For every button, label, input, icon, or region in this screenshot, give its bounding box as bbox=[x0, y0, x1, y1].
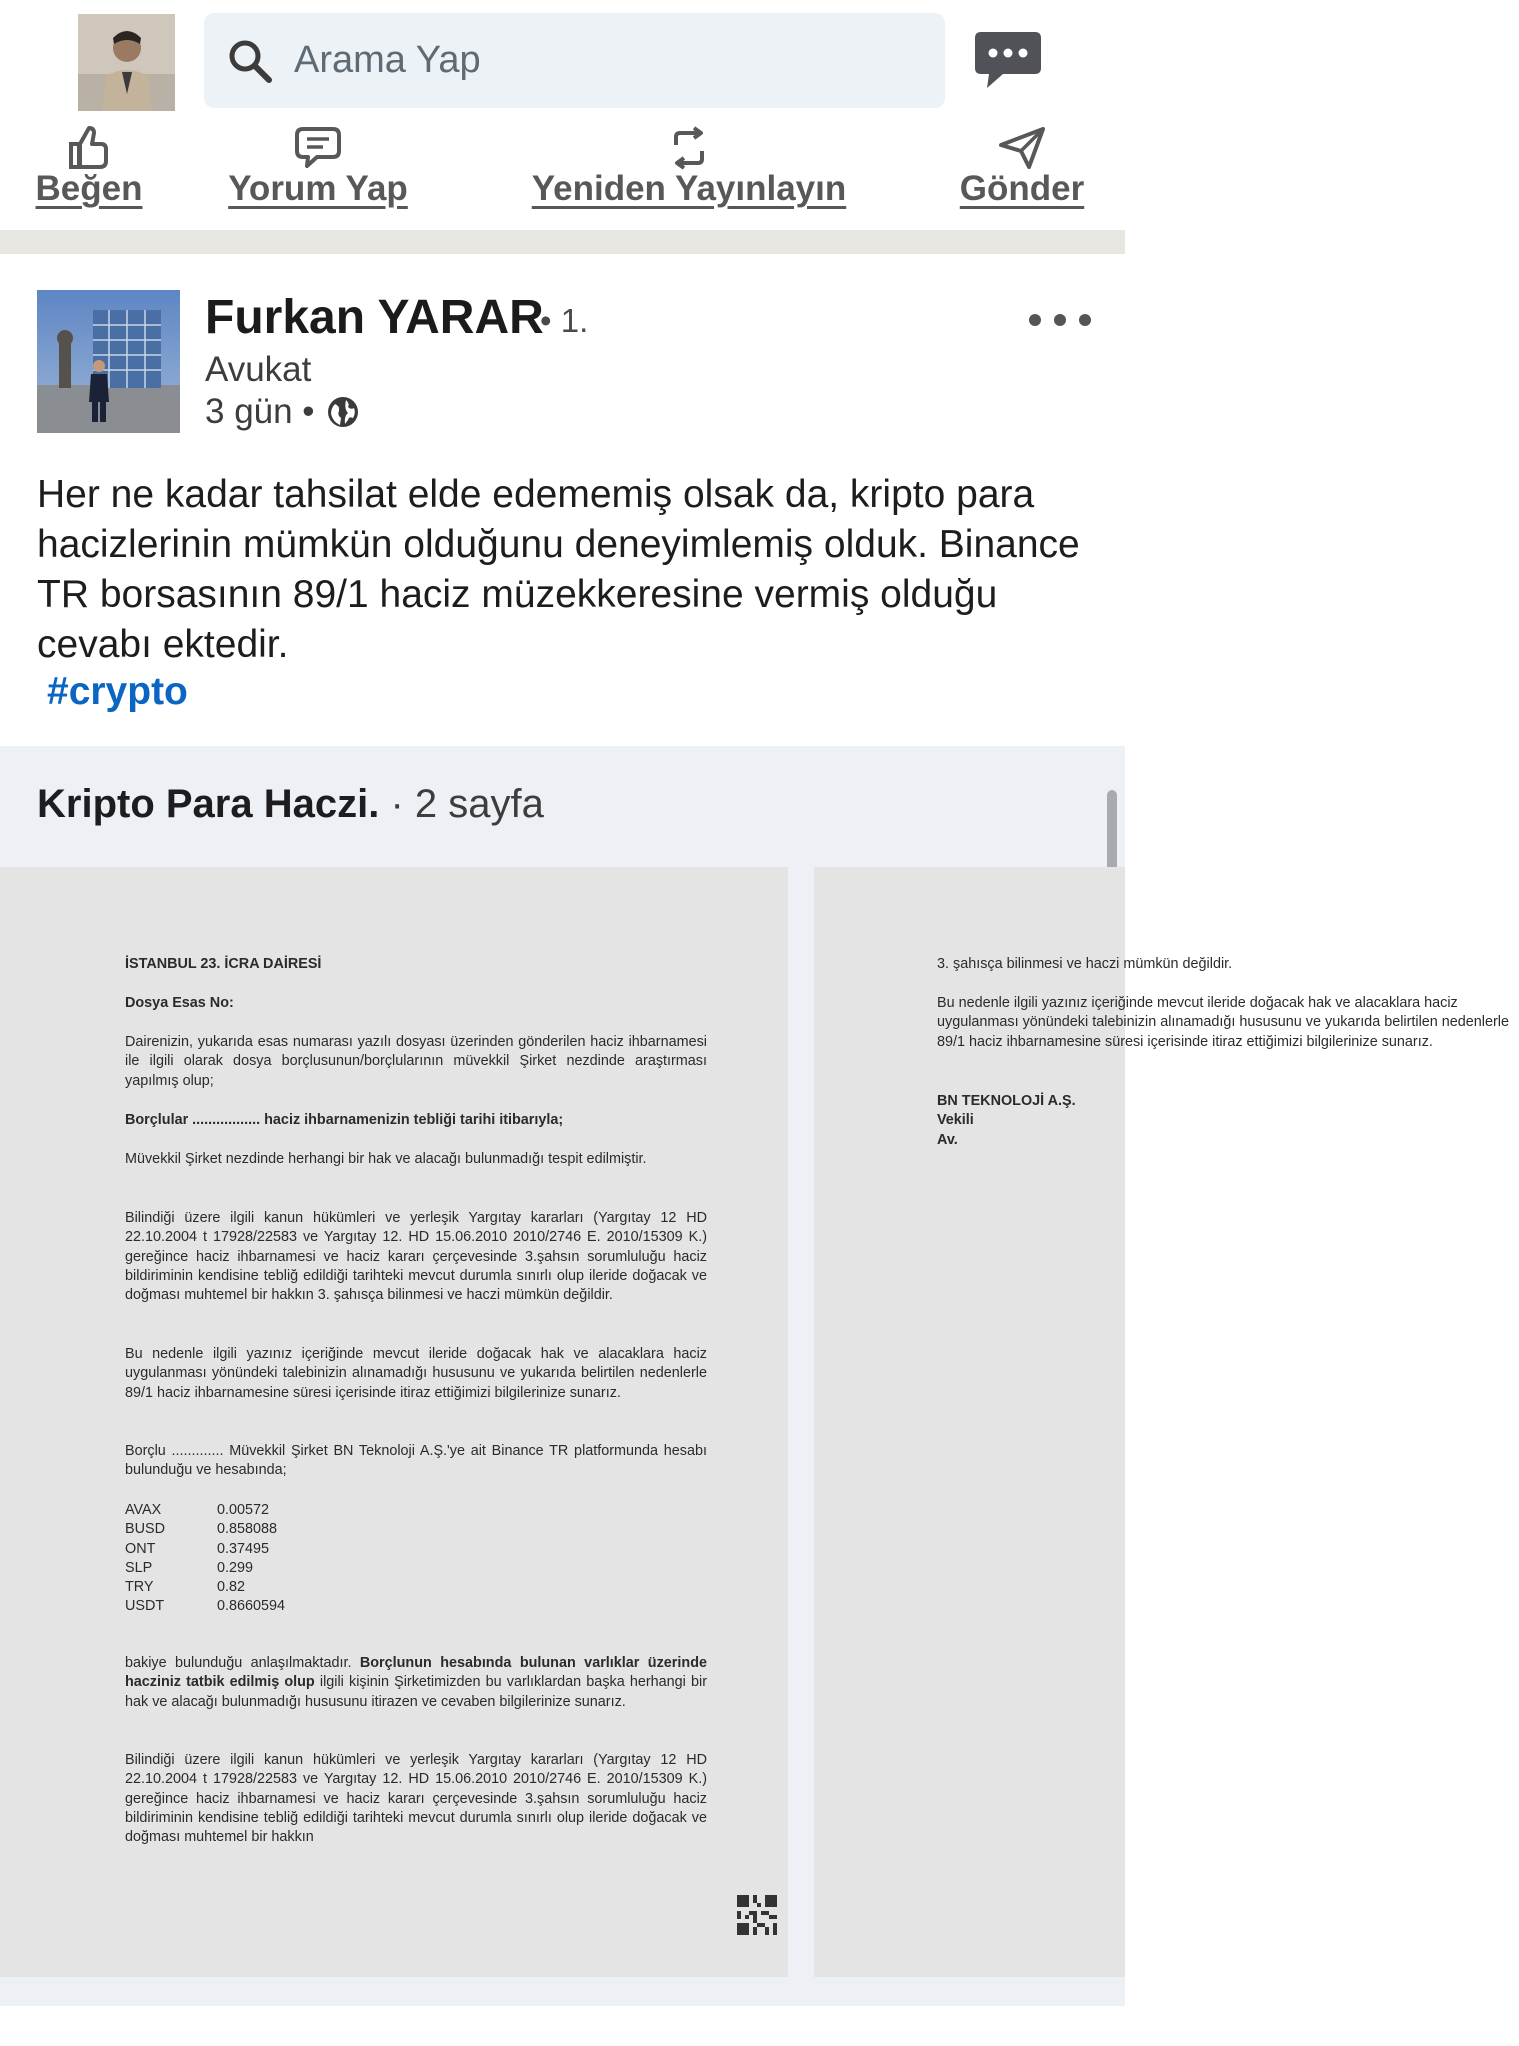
thumbs-up-icon bbox=[66, 127, 112, 169]
send-button[interactable] bbox=[955, 127, 1089, 229]
document-page-2[interactable] bbox=[814, 867, 1509, 1977]
post-time bbox=[205, 392, 359, 432]
messaging-icon[interactable] bbox=[973, 28, 1043, 94]
post-body-text: Her ne kadar tahsilat elde edememiş olsak da, kripto para hacizlerinin mümkün olduğunu deneyimlemiş olduk. Binance TR borsasının 89/1 haciz müzekkeresine vermiş olduğu cevabı ektedir. bbox=[37, 473, 1080, 666]
doc-paragraph: Dairenizin, yukarıda esas numarası yazılı dosyası üzerinden gönderilen haciz ihbarnamesi ile ilgili olarak dosya borçlusunun/borçlularının müvekkil Şirket nezdinde araştırması yapılmış olup; bbox=[125, 1034, 707, 1089]
profile-photo-icon bbox=[78, 14, 175, 111]
send-label: Gönder bbox=[959, 169, 1085, 208]
author-name[interactable]: Furkan YARAR bbox=[205, 291, 544, 344]
doc-signatory: Vekili bbox=[937, 1112, 974, 1128]
connection-degree: • 1. bbox=[540, 302, 589, 339]
document-name: Kripto Para Haczi. bbox=[37, 782, 380, 826]
coin-balance-list bbox=[125, 1501, 325, 1617]
more-dot-icon bbox=[1079, 314, 1091, 326]
doc-signatory: Av. bbox=[937, 1132, 958, 1148]
coin-row: USDT 0.8660594 bbox=[125, 1598, 286, 1615]
coin-row: SLP 0.299 bbox=[125, 1559, 254, 1576]
more-dot-icon bbox=[1054, 314, 1066, 326]
author-title: Avukat bbox=[205, 350, 312, 389]
more-dot-icon bbox=[1029, 314, 1041, 326]
feed-divider bbox=[0, 230, 1125, 254]
search-input[interactable] bbox=[294, 31, 894, 89]
repost-button[interactable] bbox=[524, 127, 854, 229]
search-bar[interactable] bbox=[204, 13, 945, 108]
top-bar bbox=[0, 0, 1125, 129]
document-page-1[interactable] bbox=[0, 867, 788, 1977]
author-avatar[interactable] bbox=[37, 290, 180, 433]
comment-label: Yorum Yap bbox=[228, 169, 408, 208]
comment-button[interactable] bbox=[222, 127, 414, 229]
profile-avatar[interactable] bbox=[78, 14, 175, 111]
doc-paragraph: Bilindiği üzere ilgili kanun hükümleri ve yerleşik Yargıtay kararları (Yargıtay 12 HD 22.10.2004 t 17928/22583 ve Yargıtay 12. HD 15.06.2010 2010/2746 E. 2010/15309 K.) gereğince haciz ihbarnamesi ve haciz kararı çerçevesinde 3.şahsın sorumluluğu haciz bildiriminin kendisine tebliğ edildiği tarihteki mevcut durumla sınırlı olup ileride doğacak ve doğması muhtemel bir hakkın 3. şahısça bilinmesi ve haczi mümkün değildir. bbox=[125, 1210, 707, 1304]
doc-paragraph: Müvekkil Şirket nezdinde herhangi bir hak ve alacağı bulunmadığı tespit edilmiştir. bbox=[125, 1151, 647, 1167]
doc-paragraph: 3. şahısça bilinmesi ve haczi mümkün değildir. bbox=[937, 956, 1233, 972]
hashtag-link[interactable]: #crypto bbox=[47, 670, 188, 713]
coin-row: AVAX 0.00572 bbox=[125, 1502, 270, 1518]
doc-paragraph: Bu nedenle ilgili yazınız içeriğinde mevcut ileride doğacak hak ve alacaklara haciz uygulanması yönündeki talebinizin alınamadığı hususunu ve yukarıda belirtilen nedenlerle 89/1 haciz ihbarnamesine süresi içerisinde itiraz ettiğimizi bilgilerinize sunarız. bbox=[125, 1346, 707, 1401]
search-icon bbox=[226, 37, 274, 85]
like-button[interactable] bbox=[30, 127, 148, 229]
doc-heading: İSTANBUL 23. İCRA DAİRESİ bbox=[125, 956, 322, 972]
author-photo-icon bbox=[37, 290, 180, 433]
like-label: Beğen bbox=[35, 169, 143, 208]
coin-row: TRY 0.82 bbox=[125, 1579, 246, 1596]
post-actions-bar bbox=[0, 127, 1125, 229]
repost-icon bbox=[666, 127, 712, 169]
repost-label: Yeniden Yayınlayın bbox=[531, 169, 847, 208]
doc-file-no: Dosya Esas No: bbox=[125, 995, 234, 1011]
globe-icon bbox=[327, 396, 359, 428]
post-time-text: 3 gün • bbox=[205, 392, 315, 431]
doc-paragraph: bakiye bulunduğu anlaşılmaktadır. Borçlunun hesabında bulunan varlıklar üzerinde hacziniz tatbik edilmiş olup ilgili kişinin Şirketimizden bu varlıklardan başka herhangi bir hak ve alacağı bulunmadığı hususunu itirazen ve cevaben bilgilerinize sunarız. bbox=[125, 1655, 707, 1710]
coin-row: BUSD 0.858088 bbox=[125, 1521, 278, 1538]
coin-row: ONT 0.37495 bbox=[125, 1540, 270, 1557]
more-options-button[interactable] bbox=[1025, 300, 1095, 340]
qr-code-icon bbox=[737, 1895, 777, 1935]
doc-paragraph: Bilindiği üzere ilgili kanun hükümleri ve yerleşik Yargıtay kararları (Yargıtay 12 HD 22.10.2004 t 17928/22583 ve Yargıtay 12. HD 15.06.2010 2010/2746 E. 2010/15309 K.) gereğince haciz ihbarnamesi ve haciz kararı çerçevesinde 3.şahsın sorumluluğu haciz bildiriminin kendisine tebliğ edildiği tarihteki mevcut durumla sınırlı olup ileride doğacak ve doğması muhtemel bir hakkın bbox=[125, 1752, 707, 1846]
feed-bottom bbox=[0, 2006, 1125, 2046]
document-title bbox=[37, 782, 544, 827]
doc-company: BN TEKNOLOJİ A.Ş. bbox=[937, 1093, 1076, 1109]
send-icon bbox=[999, 127, 1045, 169]
doc-paragraph: Bu nedenle ilgili yazınız içeriğinde mevcut ileride doğacak hak ve alacaklara haciz uygulanması yönündeki talebinizin alınamadığı hususunu ve yukarıda belirtilen nedenlerle 89/1 haciz ihbarnamesine süresi içerisinde itiraz ettiğimizi bilgilerinize sunarız. bbox=[937, 995, 1509, 1050]
doc-paragraph: Borçlu ............. Müvekkil Şirket BN Teknoloji A.Ş.'ye ait Binance TR platformunda hesabı bulunduğu ve hesabında; bbox=[125, 1443, 707, 1479]
doc-paragraph: Borçlular ................. haciz ihbarnamenizin tebliği tarihi itibarıyla; bbox=[125, 1112, 564, 1128]
document-page-count: · 2 sayfa bbox=[390, 782, 544, 826]
comment-icon bbox=[295, 127, 341, 169]
